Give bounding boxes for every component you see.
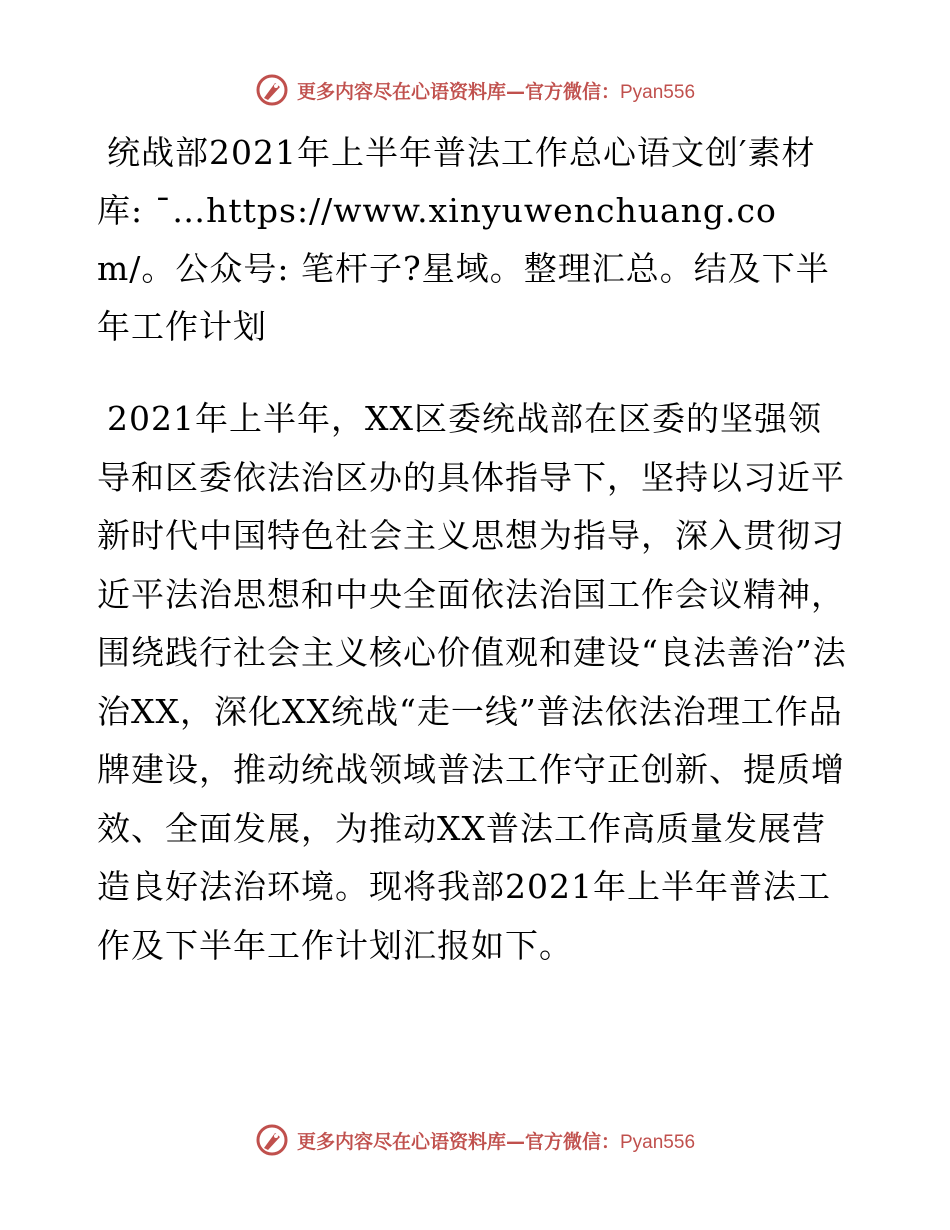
watermark-text: 更多内容尽在心语资料库—官方微信：Pyan556 — [296, 1130, 696, 1153]
header-watermark — [0, 68, 950, 112]
watermark-text: 更多内容尽在心语资料库—官方微信：Pyan556 — [296, 80, 696, 103]
document-title: 统战部2021年上半年普法工作总心语文创′素材库: ¯…https://www.xinyuwenchuang.com/。公众号: 笔杆子?星域。整理汇总。结及下半年工作计划 — [97, 133, 830, 346]
pen-nib-logo-icon — [255, 73, 289, 107]
pen-nib-logo-icon — [255, 1123, 289, 1157]
body-paragraph: 2021年上半年，XX区委统战部在区委的坚强领导和区委依法治区办的具体指导下，坚持以习近平新时代中国特色社会主义思想为指导，深入贯彻习近平法治思想和中央全面依法治国工作会议精神，围绕践行社会主义核心价值观和建设“良法善治”法治XX，深化XX统战“走一线”普法依法治理工作品牌建设，推动统战领域普法工作守正创新、提质增效、全面发展，为推动XX普法工作高质量发展营造良好法治环境。现将我部2021年上半年普法工作及下半年工作计划汇报如下。 — [97, 399, 847, 965]
document-body — [97, 124, 852, 975]
footer-watermark — [0, 1118, 950, 1162]
